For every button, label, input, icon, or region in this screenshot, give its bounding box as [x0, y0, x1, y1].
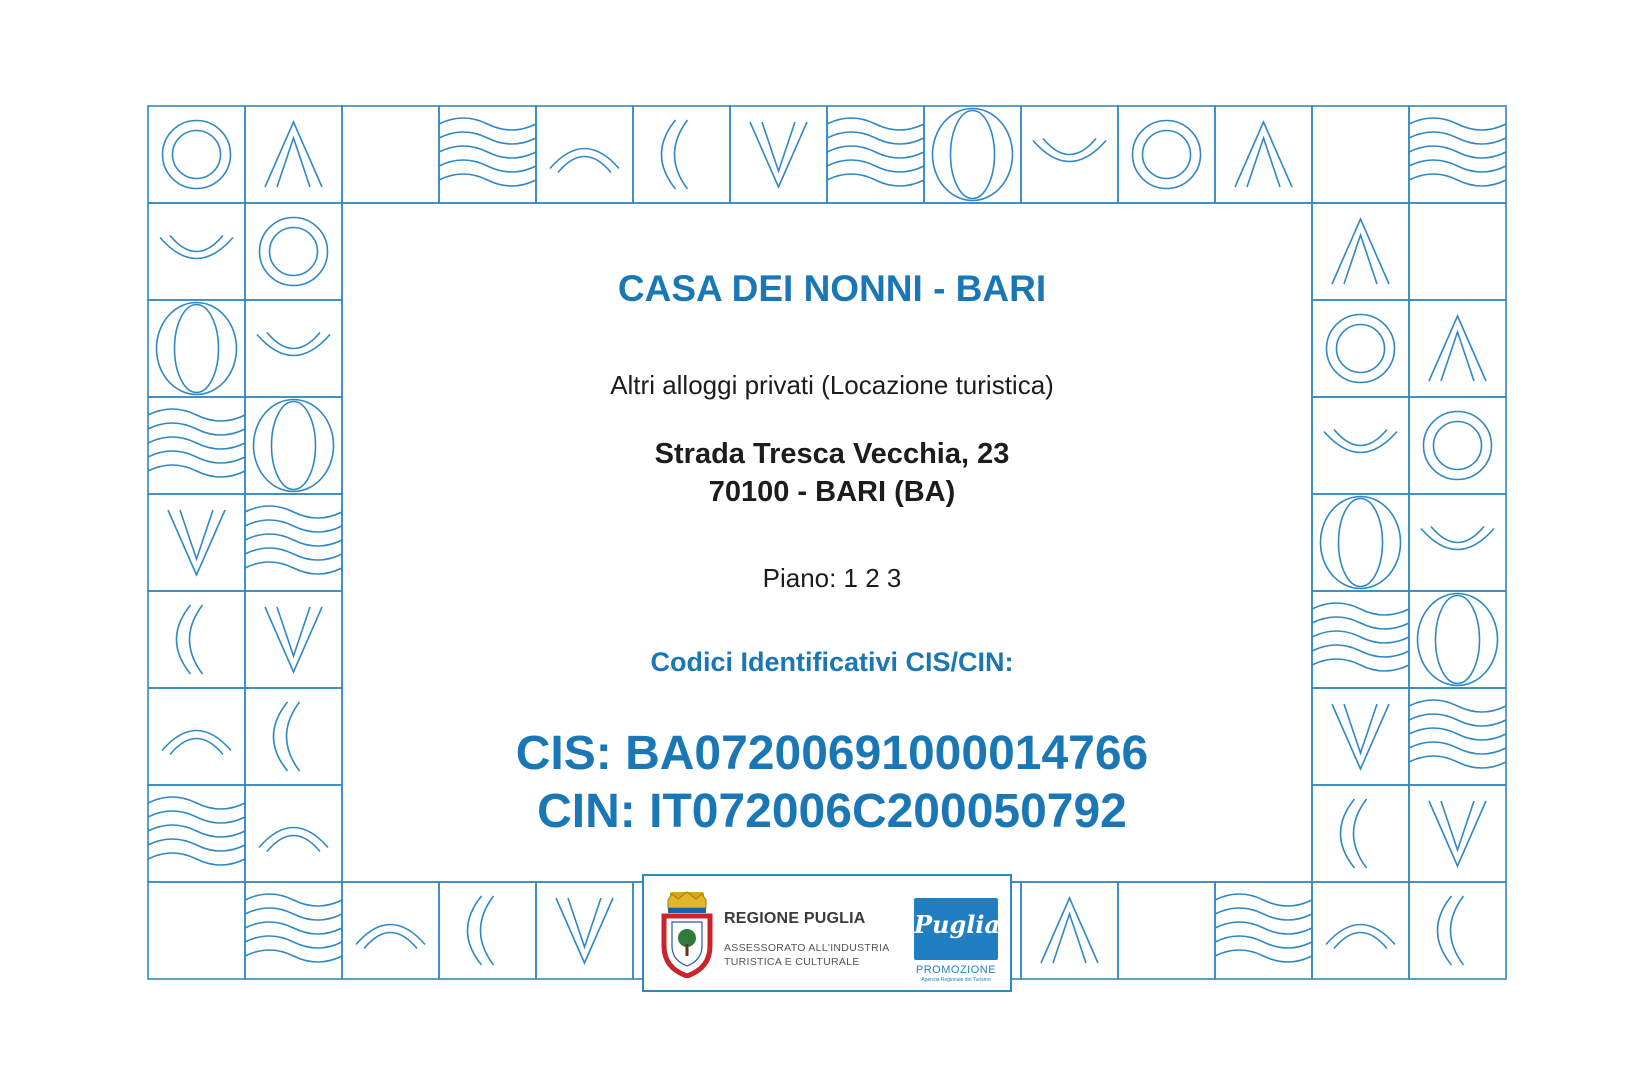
region-department-line2: TURISTICA E CULTURALE	[724, 956, 860, 968]
region-name: REGIONE PUGLIA	[724, 910, 866, 927]
puglia-script-logo: Puglia	[914, 910, 1001, 939]
puglia-promozione-logo-icon	[914, 898, 1001, 960]
cis-code: CIS: BA07200691000014766	[515, 727, 1149, 780]
address-street: Strada Tresca Vecchia, 23	[654, 438, 1010, 470]
promozione-label: PROMOZIONE	[915, 964, 997, 976]
region-department-line1: ASSESSORATO ALL'INDUSTRIA	[724, 942, 890, 954]
info-panel	[346, 204, 1318, 884]
property-title: CASA DEI NONNI - BARI	[617, 268, 1047, 309]
sponsor-logos	[642, 874, 1012, 992]
promozione-subtitle: Agenzia Regionale del Turismo	[921, 977, 991, 983]
cin-code: CIN: IT072006C200050792	[537, 785, 1127, 838]
accommodation-category: Altri alloggi privati (Locazione turistica)	[610, 370, 1054, 400]
floor-info: Piano: 1 2 3	[762, 563, 902, 593]
address-city: 70100 - BARI (BA)	[708, 476, 956, 508]
regione-puglia-crest-icon	[660, 890, 714, 978]
codes-heading: Codici Identificativi CIS/CIN:	[650, 647, 1014, 677]
